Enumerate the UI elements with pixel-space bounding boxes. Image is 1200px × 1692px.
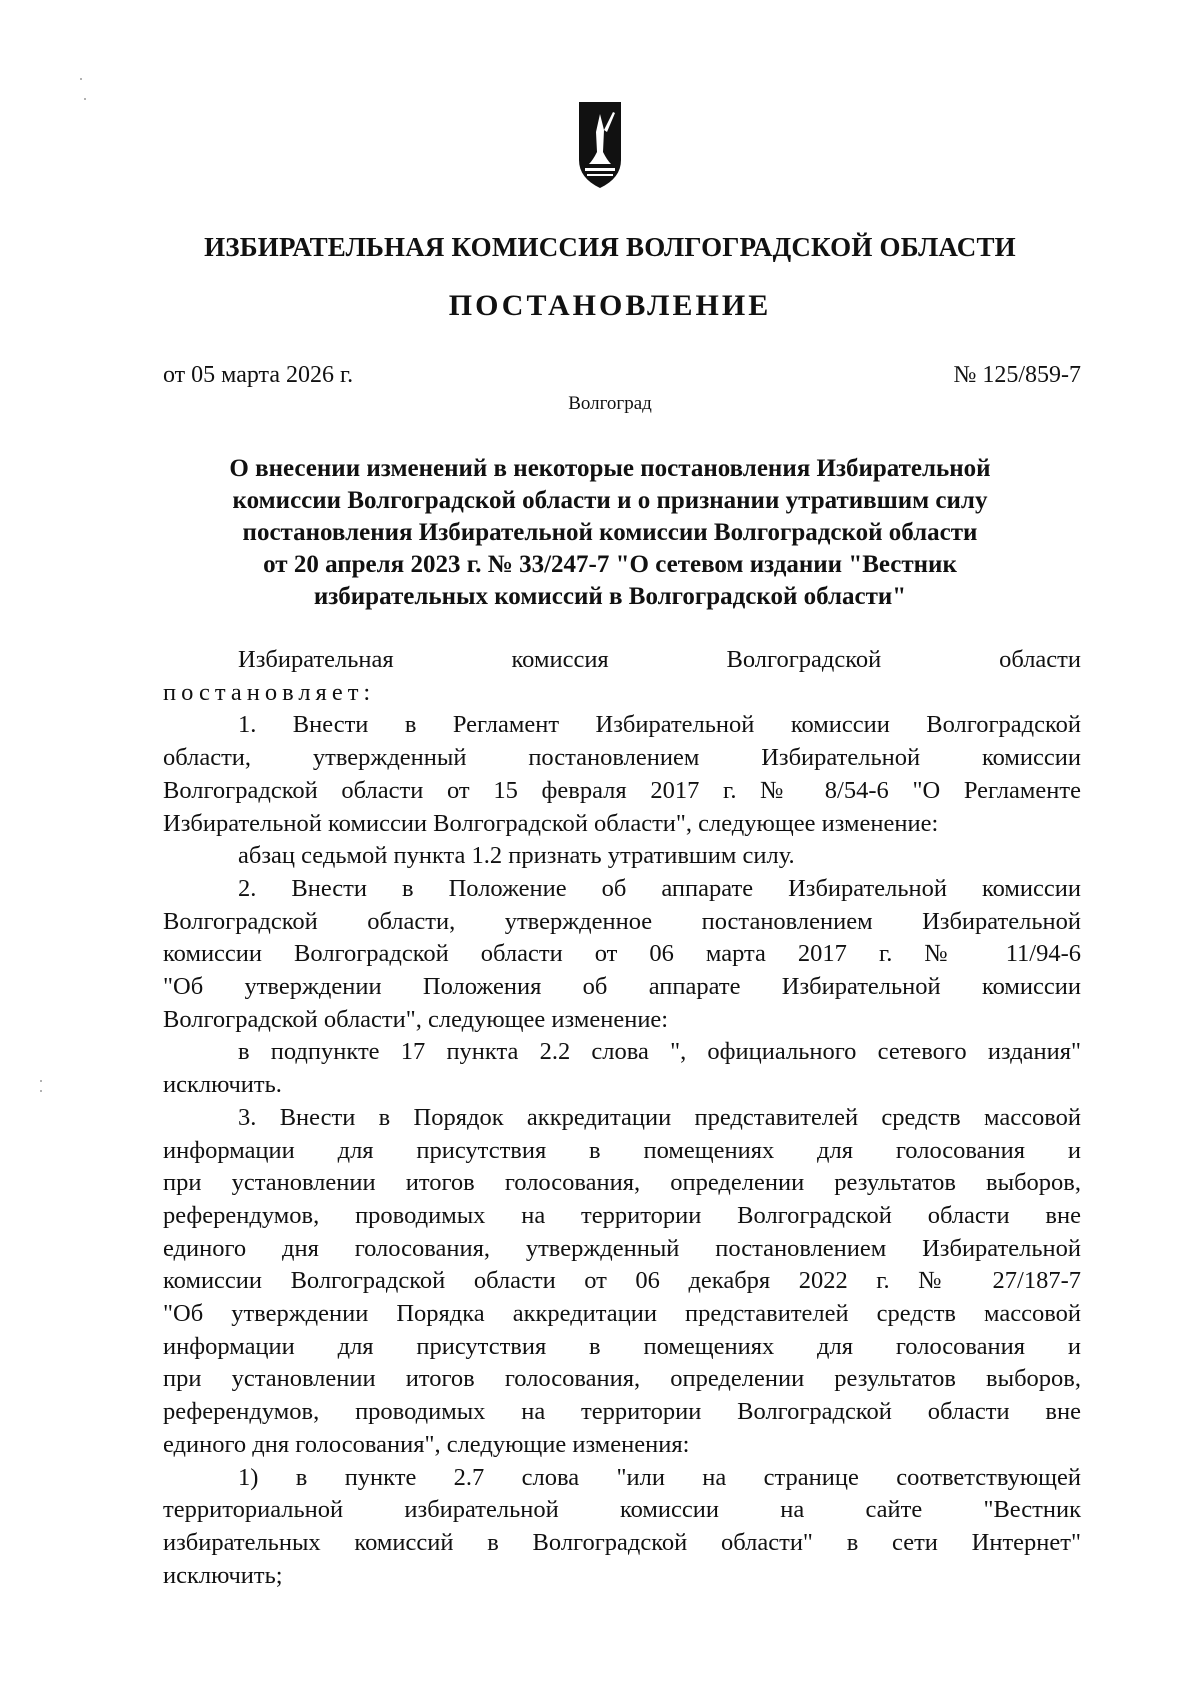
organization-name: ИЗБИРАТЕЛЬНАЯ КОМИССИЯ ВОЛГОГРАДСКОЙ ОБЛАСТИ	[204, 232, 1016, 262]
document-title	[150, 453, 1070, 613]
body-line: исключить;	[163, 1561, 283, 1589]
title-line: О внесении изменений в некоторые постановления Избирательной	[229, 455, 991, 482]
scan-speck	[40, 1090, 42, 1092]
document-type: ПОСТАНОВЛЕНИЕ	[448, 289, 772, 322]
document-date: от 05 марта 2026 г.	[163, 362, 354, 388]
body-line: абзац седьмой пункта 1.2 признать утратившим силу.	[238, 842, 795, 870]
body-line: Волгоградской области", следующее изменение:	[163, 1005, 669, 1033]
body-line: единого дня голосования", следующие изменения:	[163, 1430, 690, 1458]
body-line: 1) в пункте 2.7 слова "или на странице соответствующей	[238, 1463, 1081, 1491]
volgograd-coat-of-arms-icon	[577, 100, 623, 192]
title-line: от 20 апреля 2023 г. № 33/247-7 "О сетевом издании "Вестник	[263, 551, 957, 578]
body-line: 3. Внести в Порядок аккредитации представителей средств массовой	[238, 1103, 1081, 1131]
body-line: избирательных комиссий в Волгоградской области" в сети Интернет"	[163, 1528, 1081, 1556]
body-line: территориальной избирательной комиссии на сайте "Вестник	[163, 1496, 1081, 1524]
body-line: 1. Внести в Регламент Избирательной комиссии Волгоградской	[238, 711, 1081, 739]
body-line: 2. Внести в Положение об аппарате Избирательной комиссии	[238, 874, 1081, 902]
body-line: в подпункте 17 пункта 2.2 слова ", официального сетевого издания"	[238, 1038, 1081, 1066]
body-line: Избирательной комиссии Волгоградской области", следующее изменение:	[163, 809, 939, 837]
scan-speck	[80, 78, 82, 80]
body-line: Волгоградской области, утвержденное постановлением Избирательной	[163, 907, 1081, 935]
body-line: исключить.	[163, 1071, 282, 1099]
body-line: "Об утверждении Положения об аппарате Избирательной комиссии	[163, 973, 1081, 1001]
document-body	[163, 644, 1081, 1592]
body-line: референдумов, проводимых на территории Волгоградской области вне	[163, 1201, 1081, 1229]
title-line: избирательных комиссий в Волгоградской области"	[313, 583, 907, 610]
body-line: информации для присутствия в помещениях для голосования и	[163, 1332, 1081, 1360]
document-city: Волгоград	[568, 393, 652, 414]
body-line: Волгоградской области от 15 февраля 2017 г. № 8/54-6 "О Регламенте	[163, 776, 1081, 804]
title-line: постановления Избирательной комиссии Волгоградской области	[242, 519, 978, 546]
body-line: единого дня голосования, утвержденный постановлением Избирательной	[163, 1234, 1081, 1262]
body-line-decree: постановляет:	[163, 678, 376, 706]
scan-speck	[84, 98, 86, 100]
body-line: "Об утверждении Порядка аккредитации представителей средств массовой	[163, 1300, 1081, 1328]
body-line: при установлении итогов голосования, определении результатов выборов,	[163, 1365, 1081, 1393]
body-line: референдумов, проводимых на территории Волгоградской области вне	[163, 1398, 1081, 1426]
document-number: № 125/859-7	[953, 362, 1081, 388]
body-line: информации для присутствия в помещениях для голосования и	[163, 1136, 1081, 1164]
body-line: при установлении итогов голосования, определении результатов выборов,	[163, 1169, 1081, 1197]
body-line: комиссии Волгоградской области от 06 марта 2017 г. № 11/94-6	[163, 940, 1081, 968]
body-line: комиссии Волгоградской области от 06 декабря 2022 г. № 27/187-7	[163, 1267, 1081, 1295]
scan-speck	[40, 1080, 42, 1082]
body-line: области, утвержденный постановлением Избирательной комиссии	[163, 744, 1081, 772]
body-line: Избирательная комиссия Волгоградской области	[238, 646, 1081, 673]
title-line: комиссии Волгоградской области и о признании утратившим силу	[232, 487, 988, 514]
